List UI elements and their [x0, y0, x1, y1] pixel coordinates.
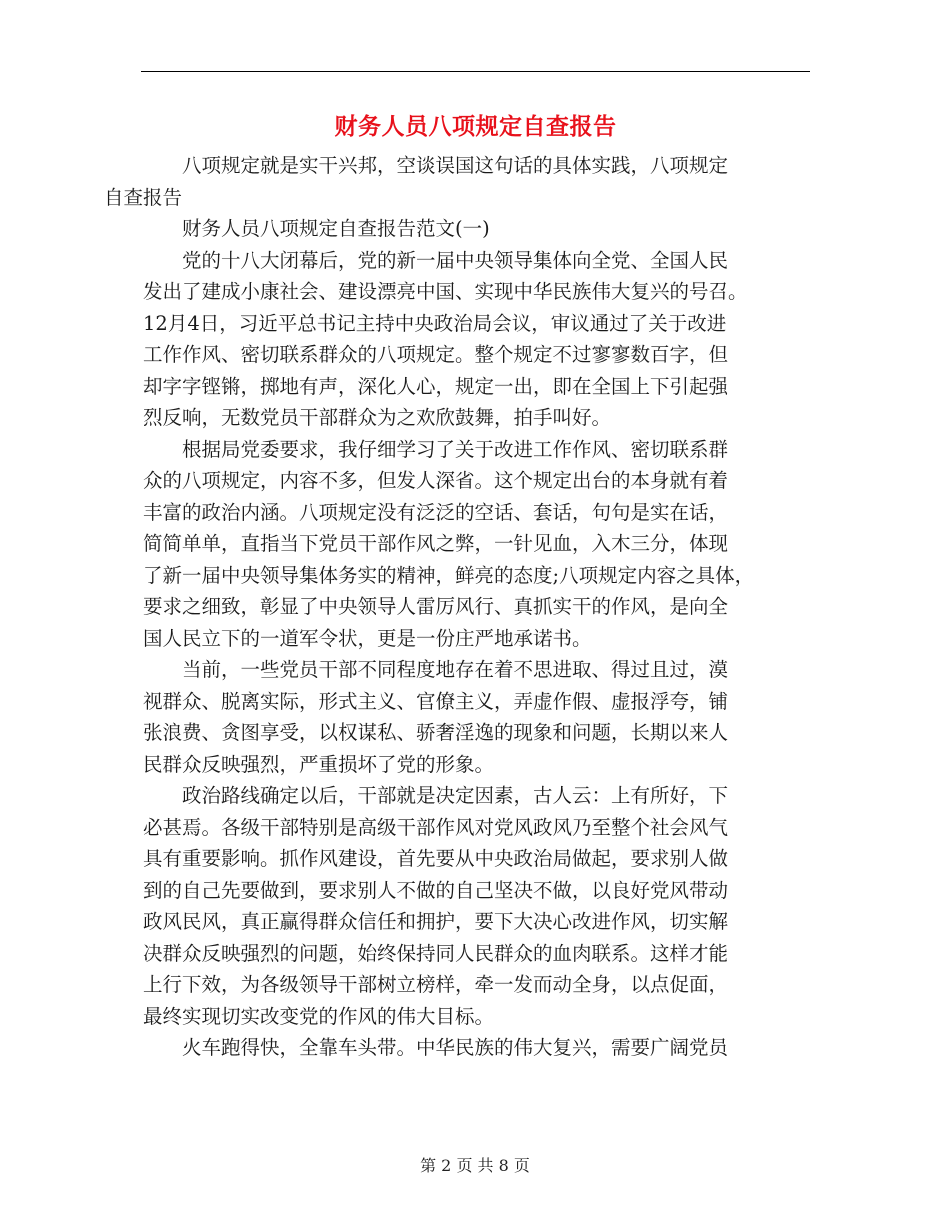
paragraph-line: 工作作风、密切联系群众的八项规定。整个规定不过寥寥数百字，但 [143, 343, 729, 366]
paragraph-line: 众的八项规定，内容不多，但发人深省。这个规定出台的本身就有着 [143, 469, 729, 492]
paragraph-line: 要求之细致，彰显了中央领导人雷厉风行、真抓实干的作风，是向全 [143, 595, 729, 618]
paragraph-line: 到的自己先要做到，要求别人不做的自己坚决不做，以良好党风带动 [143, 878, 729, 902]
paragraph-line: 最终实现切实改变党的作风的伟大目标。 [143, 1004, 495, 1028]
paragraph-line: 具有重要影响。抓作风建设，首先要从中央政治局做起，要求别人做 [143, 847, 729, 870]
document-title: 财务人员八项规定自查报告 [334, 113, 617, 140]
paragraph-line: 政治路线确定以后，干部就是决定因素，古人云：上有所好，下 [182, 784, 729, 807]
document-body [104, 150, 803, 1064]
paragraph [143, 245, 803, 434]
paragraph-line: 却字字铿锵，掷地有声，深化人心，规定一出，即在全国上下引起强 [143, 374, 729, 398]
paragraph-line: 决群众反映强烈的问题，始终保持同人民群众的血肉联系。这样才能 [143, 941, 729, 965]
paragraph-line: 自查报告 [104, 185, 183, 209]
paragraph-line: 发出了建成小康社会、建设漂亮中国、实现中华民族伟大复兴的号召。 [143, 280, 748, 303]
paragraph-line: 简简单单，直指当下党员干部作风之弊，一针见血，入木三分，体现 [143, 532, 729, 555]
paragraph-line: 八项规定就是实干兴邦，空谈误国这句话的具体实践，八项规定 [182, 154, 729, 177]
paragraph-line: 火车跑得快，全靠车头带。中华民族的伟大复兴，需要广阔党员 [182, 1036, 729, 1059]
paragraph-line: 12月4日，习近平总书记主持中央政治局会议，审议通过了关于改进 [143, 311, 727, 335]
paragraph [143, 434, 803, 655]
header-rule [141, 71, 810, 72]
paragraph-line: 根据局党委要求，我仔细学习了关于改进工作作风、密切联系群 [182, 437, 729, 461]
paragraph [143, 1032, 803, 1064]
paragraph-line: 政风民风，真正赢得群众信任和拥护，要下大决心改进作风，切实解 [143, 910, 729, 933]
paragraph-line: 张浪费、贪图享受，以权谋私、骄奢淫逸的现象和问题，长期以来人 [143, 721, 729, 744]
paragraph-line: 上行下效，为各级领导干部树立榜样，牵一发而动全身，以点促面， [143, 973, 729, 996]
paragraph-intro [104, 150, 803, 213]
paragraph-line: 民群众反映强烈，严重损坏了党的形象。 [143, 752, 495, 776]
paragraph [143, 780, 803, 1032]
paragraph-line: 必甚焉。各级干部特别是高级干部作风对党风政风乃至整个社会风气 [143, 815, 729, 839]
paragraph-line: 当前，一些党员干部不同程度地存在着不思进取、得过且过，漠 [182, 658, 729, 681]
paragraph-line: 视群众、脱离实际，形式主义、官僚主义，弄虚作假、虚报浮夸，铺 [143, 689, 729, 713]
paragraph-line: 丰富的政治内涵。八项规定没有泛泛的空话、套话，句句是实在话， [143, 500, 729, 524]
paragraph-line: 国人民立下的一道军令状，更是一份庄严地承诺书。 [143, 626, 592, 650]
paragraph [143, 654, 803, 780]
paragraph-line: 烈反响，无数党员干部群众为之欢欣鼓舞，拍手叫好。 [143, 406, 612, 429]
paragraph-line: 财务人员八项规定自查报告范文(一) [182, 217, 490, 240]
paragraph-line: 党的十八大闭幕后，党的新一届中央领导集体向全党、全国人民 [182, 248, 729, 272]
paragraph-subheading [143, 213, 803, 245]
paragraph-line: 了新一届中央领导集体务实的精神，鲜亮的态度;八项规定内容之具体， [143, 563, 755, 587]
page-number: 第 2 页 共 8 页 [420, 1156, 530, 1175]
